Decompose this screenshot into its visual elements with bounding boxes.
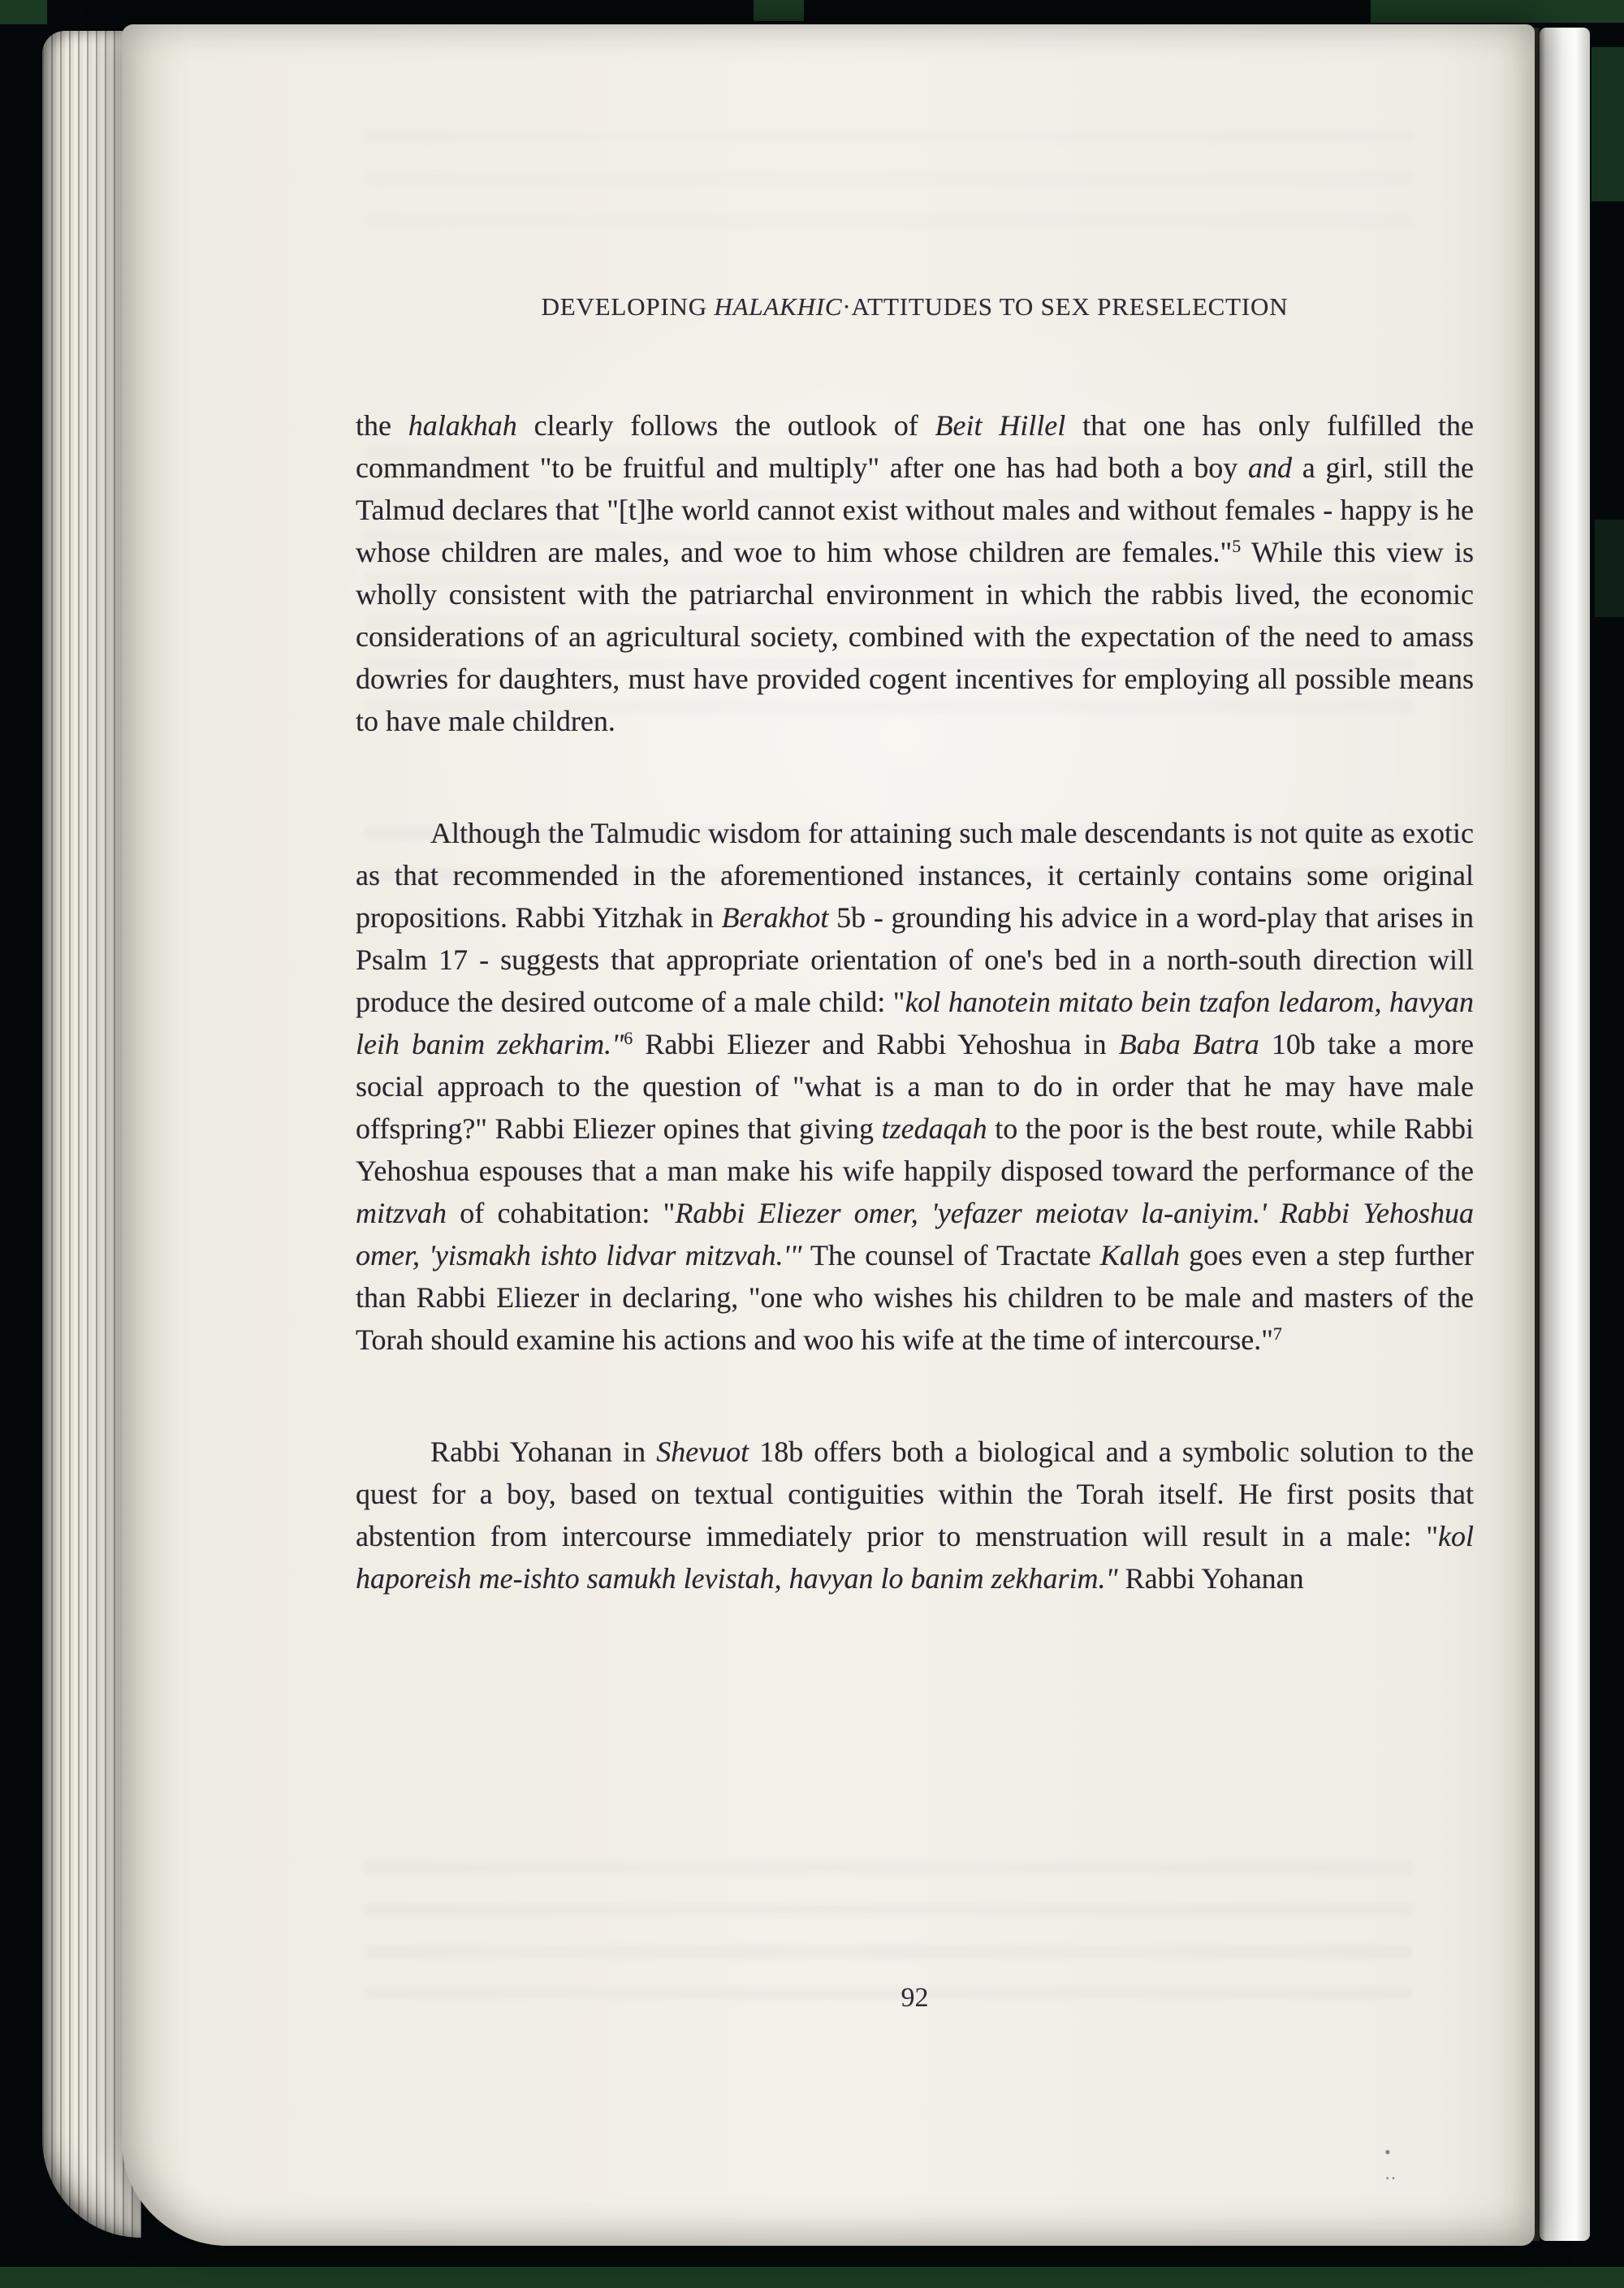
italic-text: HALAKHIC	[714, 292, 843, 321]
scan-artifact-top-right	[1371, 0, 1624, 23]
footnote-marker: 6	[624, 1028, 633, 1048]
italic-text: halakhah	[408, 409, 517, 442]
page-number: 92	[901, 1983, 929, 2013]
body-text: Although the Talmudic wisdom for attaining such male descendants is not quite as exotic as that recommended in the aforementioned instances, it certainly contains some original propositions. Rabbi Yitzhak in	[356, 817, 1474, 934]
body-text: 18b offers both a biological and a symbolic solution to the quest for a boy, based on textual contiguities within the Torah itself. He first posits that abstention from intercourse immediately prior to menstruation will result in a male: "	[356, 1435, 1474, 1552]
paragraph	[356, 1431, 1474, 1599]
body-text: a girl, still the Talmud declares that "[t]he world cannot exist without males and without females - happy is he whose children are males, and woe to him whose children are females."	[356, 451, 1475, 568]
italic-text: Berakhot	[721, 901, 829, 934]
body-text: DEVELOPING	[541, 292, 715, 321]
scan-artifact-right-2	[1595, 520, 1624, 617]
italic-text: Baba Batra	[1118, 1028, 1259, 1060]
body-text: ·ATTITUDES TO SEX PRESELECTION	[842, 292, 1289, 321]
italic-text: Rabbi Eliezer omer, 'yefazer meiotav la-aniyim.' Rabbi Yehoshua omer, 'yismakh ishto lidvar mitzvah.'"	[356, 1197, 1474, 1271]
page-body	[356, 404, 1474, 1599]
paragraph	[356, 404, 1474, 742]
body-text: the	[356, 409, 408, 442]
scan-artifact-top-left	[0, 0, 47, 24]
facing-page-edge	[1540, 28, 1590, 2241]
body-text: to the poor is the best route, while Rabbi Yehoshua espouses that a man make his wife happily disposed toward the performance of the	[356, 1112, 1474, 1187]
footnote-marker: 7	[1272, 1323, 1282, 1344]
body-text: goes even a step further than Rabbi Eliezer in declaring, "one who wishes his children to be male and masters of the Torah should examine his actions and woo his wife at the time of intercourse."	[356, 1239, 1475, 1356]
scan-artifact-right-1	[1592, 47, 1624, 201]
body-text: 5b - grounding his advice in a word-play that arises in Psalm 17 - suggests that appropriate orientation of one's bed in a north-south direction will produce the desired outcome of a male child: "	[356, 901, 1474, 1018]
scan-speck: • ‥	[1384, 2142, 1397, 2183]
italic-text: Kallah	[1099, 1239, 1180, 1271]
body-text: Rabbi Yohanan	[1117, 1562, 1304, 1595]
italic-text: and	[1248, 451, 1292, 484]
page-header	[356, 292, 1474, 322]
book-page	[122, 24, 1535, 2246]
italic-text: mitzvah	[356, 1197, 447, 1229]
scan-artifact-bottom	[0, 2267, 1624, 2288]
page-bleedthrough	[365, 1861, 1413, 1999]
page-bleedthrough	[365, 130, 1413, 252]
paragraph	[356, 812, 1474, 1361]
scan-artifact-top-middle	[754, 0, 804, 21]
italic-text: Shevuot	[656, 1435, 749, 1468]
body-text: 10b take a more social approach to the question of "what is a man to do in order that he may have male offspring?" Rabbi Eliezer opines that giving	[356, 1028, 1474, 1145]
italic-text: tzedaqah	[881, 1112, 987, 1145]
body-text: While this view is wholly consistent with the patriarchal environment in which the rabbis lived, the economic considerations of an agricultural society, combined with the expectation of the need to amass dowries for daughters, must have provided cogent incentives for employing all possible means to have male children.	[356, 536, 1474, 737]
italic-text: kol hanotein mitato bein tzafon ledarom, havyan leih banim zekharim."	[356, 986, 1474, 1060]
body-text: Rabbi Eliezer and Rabbi Yehoshua in	[633, 1028, 1119, 1060]
body-text: of cohabitation: "	[447, 1197, 676, 1229]
body-text: The counsel of Tractate	[801, 1239, 1100, 1271]
body-text: Rabbi Yohanan in	[430, 1435, 657, 1468]
italic-text: kol haporeish me-ishto samukh levistah, havyan lo banim zekharim."	[356, 1520, 1474, 1595]
italic-text: Beit Hillel	[935, 409, 1066, 442]
body-text: clearly follows the outlook of	[516, 409, 935, 442]
body-text: that one has only fulfilled the commandment "to be fruitful and multiply" after one has had both a boy	[356, 409, 1474, 484]
footnote-marker: 5	[1232, 536, 1242, 556]
